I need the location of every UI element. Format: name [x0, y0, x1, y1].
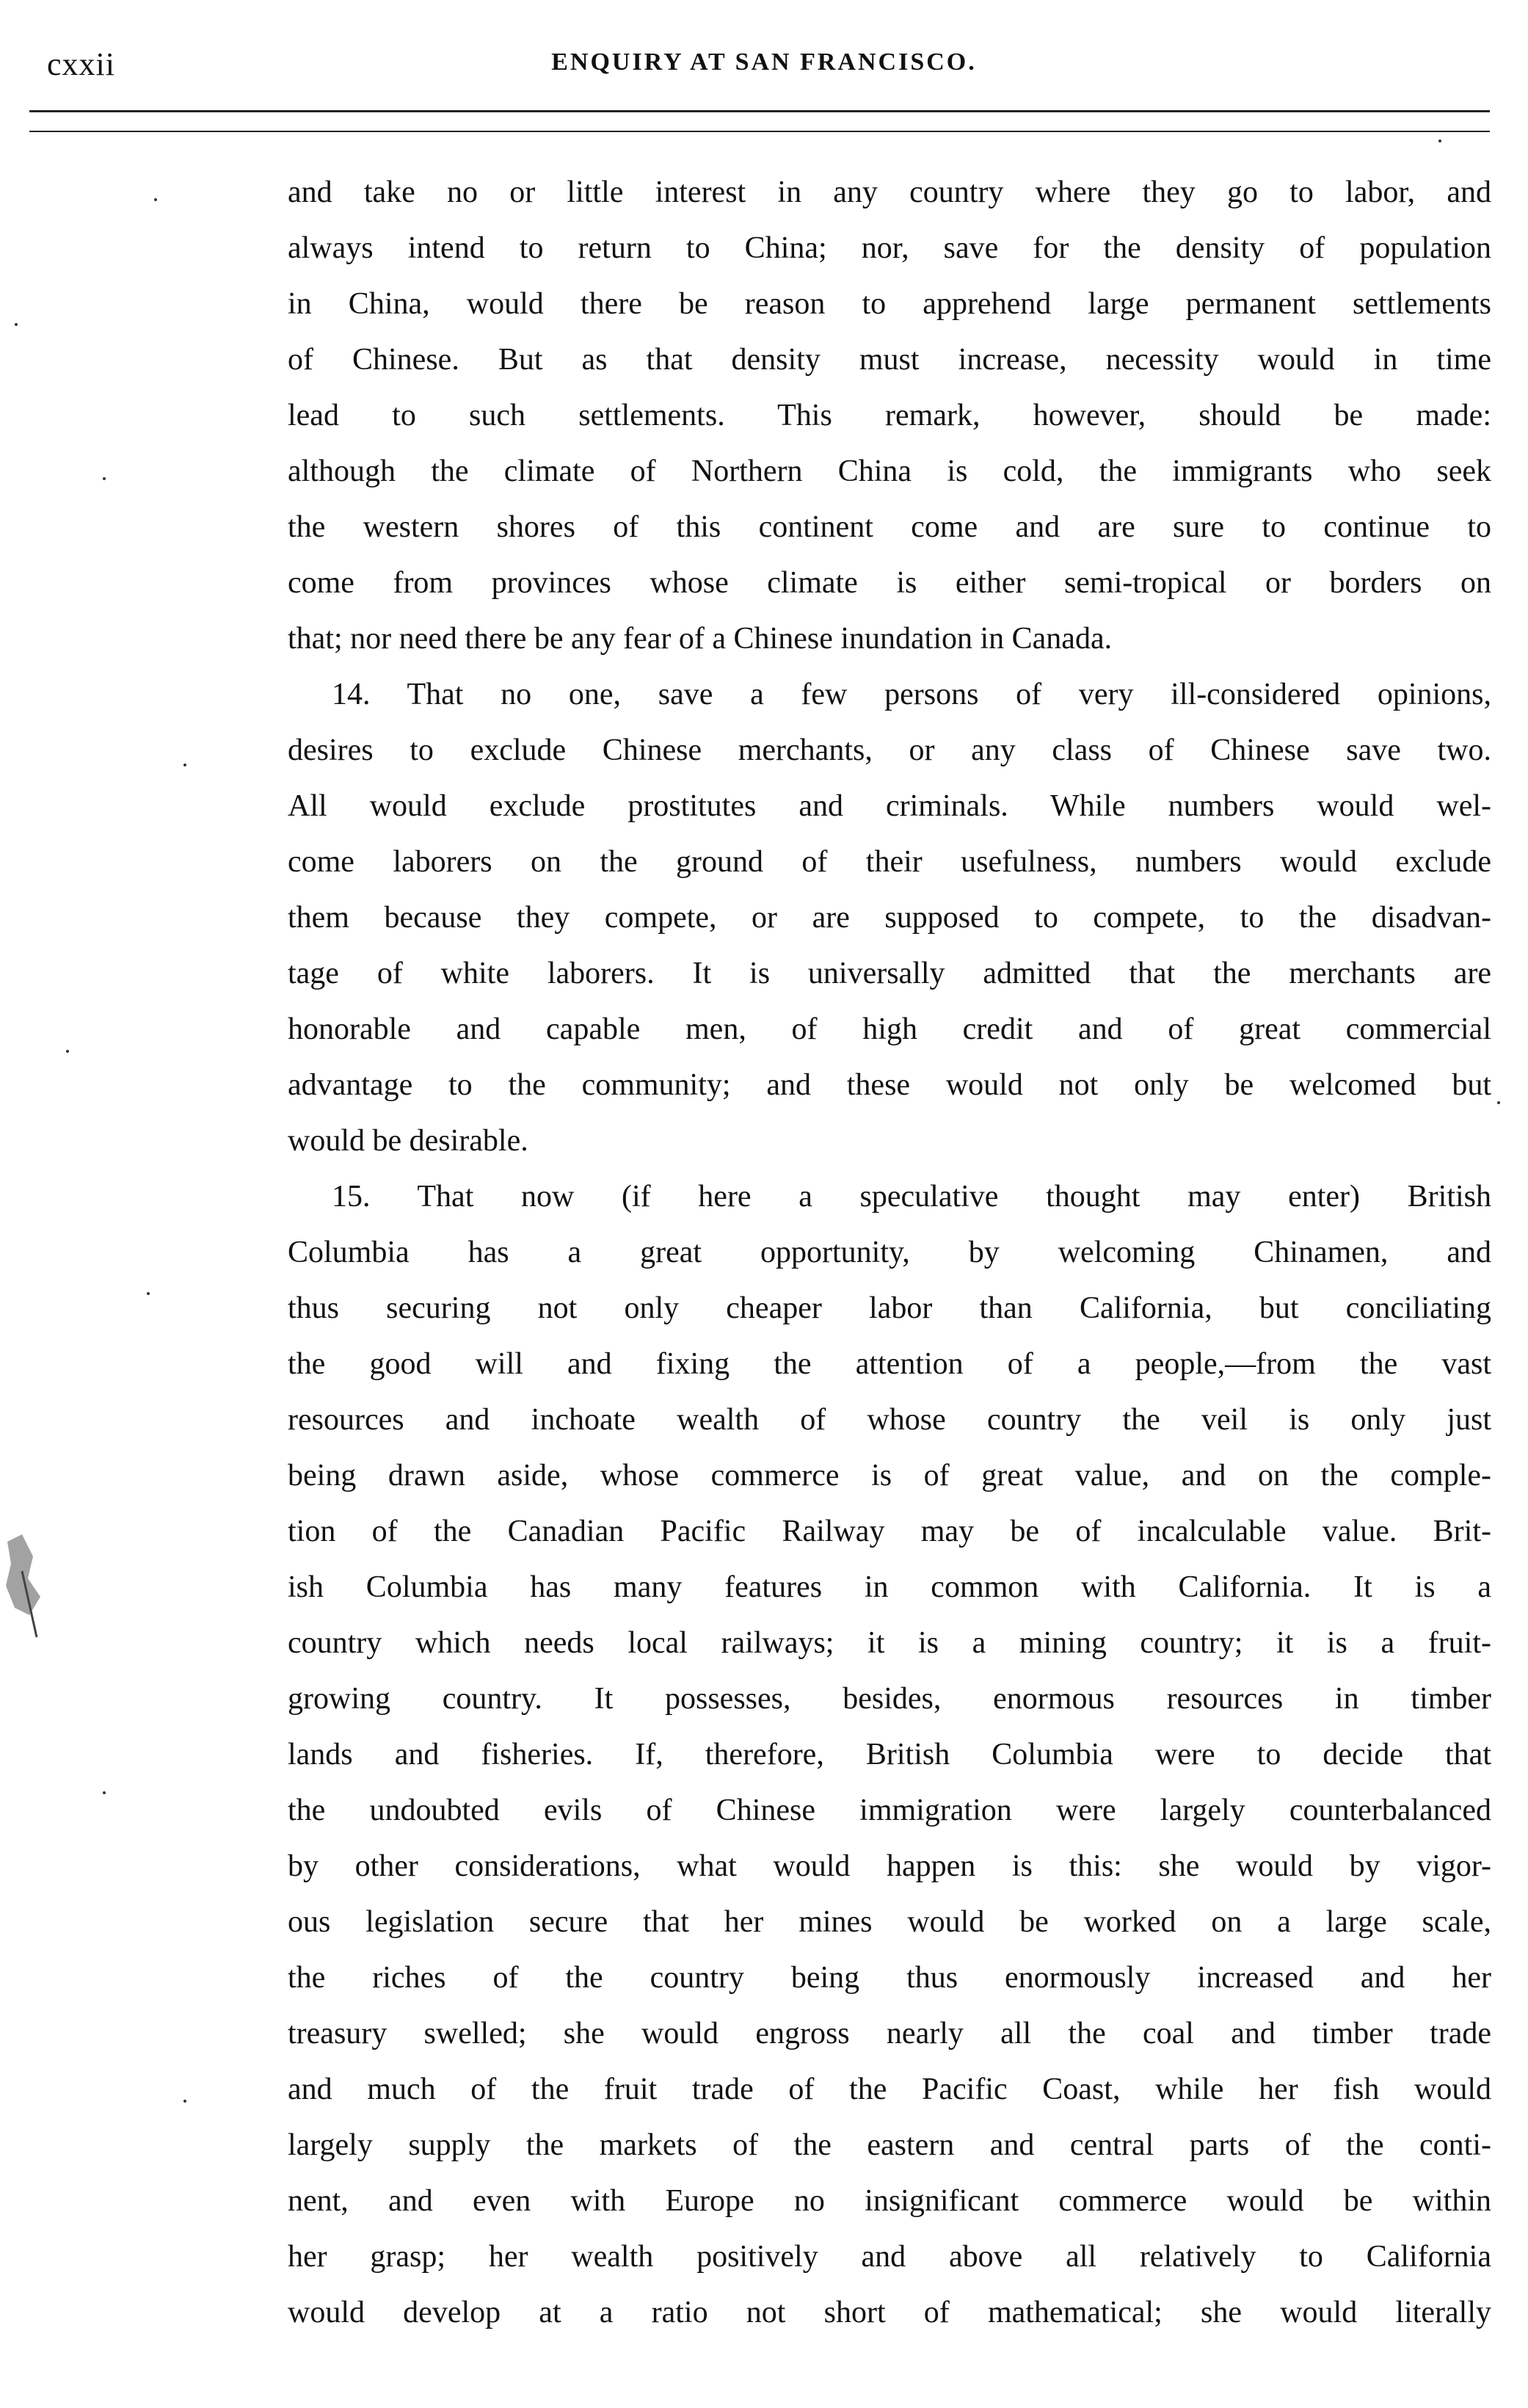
text-line: her grasp; her wealth positively and above all relatively to California: [288, 2240, 1491, 2274]
header-rule: [29, 110, 1490, 112]
scan-speck: [1438, 139, 1441, 142]
text-line: lead to such settlements. This remark, however, should be made:: [288, 399, 1491, 432]
text-line: come from provinces whose climate is either semi-tropical or borders on: [288, 566, 1491, 600]
text-line: the undoubted evils of Chinese immigration were largely counterbalanced: [288, 1794, 1491, 1827]
text-line: Columbia has a great opportunity, by welcoming Chinamen, and: [288, 1236, 1491, 1269]
text-line: of Chinese. But as that density must increase, necessity would in time: [288, 343, 1491, 377]
text-line: being drawn aside, whose commerce is of great value, and on the comple-: [288, 1459, 1491, 1493]
text-line: country which needs local railways; it is a mining country; it is a fruit-: [288, 1626, 1491, 1660]
text-line: nent, and even with Europe no insignificant commerce would be within: [288, 2184, 1491, 2218]
text-line: lands and fisheries. If, therefore, British Columbia were to decide that: [288, 1738, 1491, 1771]
text-line: and take no or little interest in any country where they go to labor, and: [288, 175, 1491, 209]
text-line: in China, would there be reason to apprehend large permanent settlements: [288, 287, 1491, 321]
text-line: by other considerations, what would happen is this: she would by vigor-: [288, 1849, 1491, 1883]
scan-speck: [183, 764, 186, 766]
paragraph-15-start: 15. That now (if here a speculative thought may enter) British: [332, 1180, 1491, 1214]
scan-speck: [15, 323, 18, 326]
header-rule-secondary: [29, 131, 1490, 132]
text-line: advantage to the community; and these would not only be welcomed but: [288, 1068, 1491, 1102]
text-line: desires to exclude Chinese merchants, or any class of Chinese save two.: [288, 733, 1491, 767]
text-line: would be desirable.: [288, 1124, 528, 1158]
text-line: them because they compete, or are supposed to compete, to the disadvan-: [288, 901, 1491, 935]
paragraph-14-start: 14. That no one, save a few persons of very ill-considered opinions,: [332, 678, 1491, 711]
scan-speck: [183, 2100, 186, 2103]
text-line: would develop at a ratio not short of mathematical; she would literally: [288, 2296, 1491, 2329]
scan-speck: [147, 1292, 150, 1295]
page-body: [288, 164, 1491, 2340]
text-line: All would exclude prostitutes and criminals. While numbers would wel-: [288, 789, 1491, 823]
text-line: tage of white laborers. It is universally admitted that the merchants are: [288, 957, 1491, 990]
text-line: come laborers on the ground of their usefulness, numbers would exclude: [288, 845, 1491, 879]
text-line: the western shores of this continent come and are sure to continue to: [288, 510, 1491, 544]
text-line: ous legislation secure that her mines would be worked on a large scale,: [288, 1905, 1491, 1939]
page-number: cxxii: [47, 46, 115, 82]
text-line: growing country. It possesses, besides, enormous resources in timber: [288, 1682, 1491, 1716]
scan-speck: [66, 1050, 69, 1053]
page-header: [47, 46, 1481, 90]
text-line: the good will and fixing the attention of a people,—from the vast: [288, 1347, 1491, 1381]
text-line: ish Columbia has many features in common with California. It is a: [288, 1570, 1491, 1604]
text-line: resources and inchoate wealth of whose country the veil is only just: [288, 1403, 1491, 1437]
scan-speck: [103, 1791, 106, 1794]
text-line: and much of the fruit trade of the Pacific Coast, while her fish would: [288, 2072, 1491, 2106]
scan-speck: [154, 198, 157, 201]
scan-speck: [1497, 1101, 1500, 1104]
text-line: treasury swelled; she would engross nearly all the coal and timber trade: [288, 2017, 1491, 2050]
text-line: the riches of the country being thus enormously increased and her: [288, 1961, 1491, 1995]
text-line: thus securing not only cheaper labor than California, but conciliating: [288, 1291, 1491, 1325]
text-line: although the climate of Northern China is cold, the immigrants who seek: [288, 454, 1491, 488]
text-line: that; nor need there be any fear of a Chinese inundation in Canada.: [288, 622, 1113, 656]
running-head: ENQUIRY AT SAN FRANCISCO.: [551, 48, 977, 76]
text-line: largely supply the markets of the eastern and central parts of the conti-: [288, 2128, 1491, 2162]
text-line: tion of the Canadian Pacific Railway may be of incalculable value. Brit-: [288, 1515, 1491, 1548]
text-line: always intend to return to China; nor, save for the density of population: [288, 231, 1491, 265]
margin-blot: [0, 1527, 51, 1644]
text-line: honorable and capable men, of high credit and of great commercial: [288, 1012, 1491, 1046]
scan-speck: [103, 477, 106, 480]
